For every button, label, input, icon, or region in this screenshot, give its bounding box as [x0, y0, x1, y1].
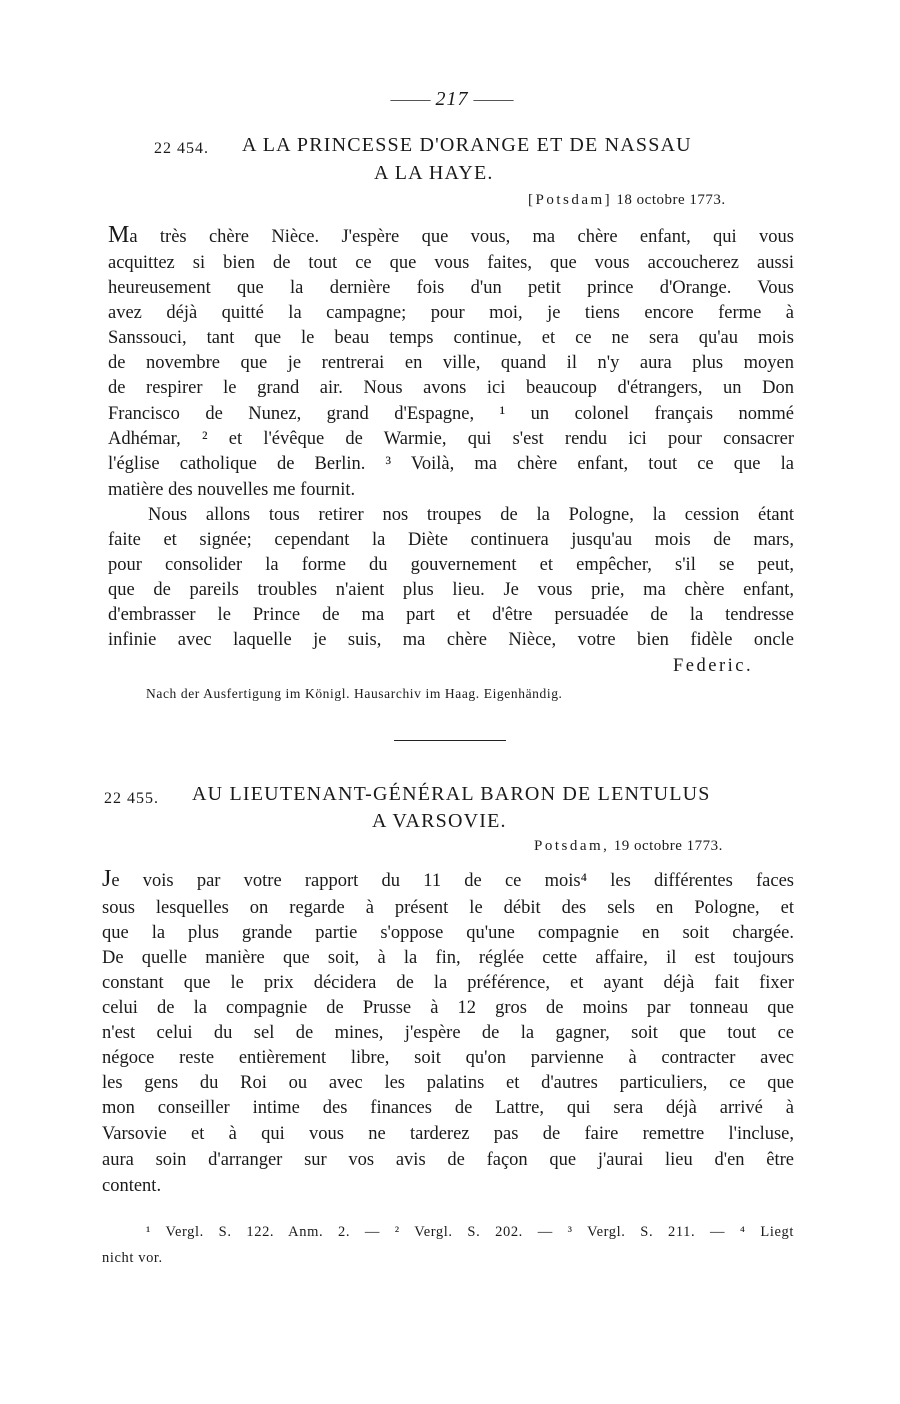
letter-2-line: Varsovie et à qui vous ne tarderez pas de faire remettre l'incluse, [102, 1124, 794, 1144]
letter-2-heading-line2: A VARSOVIE. [372, 810, 507, 832]
letter-2-line: les gens du Roi ou avec les palatins et d'autres particuliers, ce que [102, 1073, 794, 1093]
letter-1-line: faite et signée; cependant la Diète continuera jusqu'au mois de mars, [108, 530, 794, 550]
letter-1-line: que de pareils troubles n'aient plus lieu. Je vous prie, ma chère enfant, [108, 580, 794, 600]
footnotes-line1: ¹ Vergl. S. 122. Anm. 2. — ² Vergl. S. 202. — ³ Vergl. S. 211. — ⁴ Liegt [146, 1224, 794, 1240]
letter-1-line: matière des nouvelles me fournit. [108, 480, 356, 500]
letter-2-line: De quelle manière que soit, à la fin, réglée cette affaire, il est toujours [102, 948, 794, 968]
letter-1-line: l'église catholique de Berlin. ³ Voilà, ma chère enfant, tout ce que la [108, 454, 794, 474]
letter-1-line-rest: a très chère Nièce. J'espère que vous, ma chère enfant, qui vous [129, 227, 794, 247]
letter-1-signature: Federic. [673, 656, 754, 676]
letter-2-place: Potsdam, [534, 838, 610, 854]
letter-1-line: infinie avec laquelle je suis, ma chère Nièce, votre bien fidèle oncle [108, 630, 794, 650]
letter-1-line: Nous allons tous retirer nos troupes de la Pologne, la cession étant [148, 505, 794, 525]
letter-1-number: 22 454. [154, 140, 209, 157]
letter-2-date: 19 octobre 1773. [613, 838, 723, 854]
letter-1-line: d'embrasser le Prince de ma part et d'être persuadée de la tendresse [108, 605, 794, 625]
letter-2-heading-line1: AU LIEUTENANT-GÉNÉRAL BARON DE LENTULUS [192, 783, 711, 805]
letter-2-number: 22 455. [104, 790, 159, 807]
letter-1-line: Sanssouci, tant que le beau temps continue, et ce ne sera qu'au mois [108, 328, 794, 348]
letter-1-heading-line2: A LA HAYE. [374, 162, 494, 184]
letter-1-line: de respirer le grand air. Nous avons ici beaucoup d'étrangers, un Don [108, 378, 794, 398]
letter-2-line: content. [102, 1176, 162, 1196]
letter-1-line: acquittez si bien de tout ce que vous faites, que vous accoucherez aussi [108, 253, 794, 273]
letter-2-line: constant que le prix décidera de la préférence, et ayant déjà fait fixer [102, 973, 794, 993]
letter-2-line: aura soin d'arranger sur vos avis de façon que j'aurai lieu d'en être [102, 1150, 794, 1170]
letter-2-line: Je vois par votre rapport du 11 de ce mois⁴ les différentes faces [102, 866, 794, 892]
letter-1-line: avez déjà quitté la campagne; pour moi, je tiens encore ferme à [108, 303, 794, 323]
letter-1-line: Adhémar, ² et l'évêque de Warmie, qui s'est rendu ici pour consacrer [108, 429, 794, 449]
letter-1-line: de novembre que je rentrerai en ville, quand il n'y aura plus moyen [108, 353, 794, 373]
letter-2-dateline [534, 838, 723, 855]
section-divider [394, 740, 506, 741]
letter-1-place: [Potsdam] [528, 192, 613, 208]
letter-2-line: sous lesquelles on regarde à présent le débit des sels en Pologne, et [102, 898, 794, 918]
page-number-value: 217 [435, 88, 469, 110]
letter-1-source-note: Nach der Ausfertigung im Königl. Hausarchiv im Haag. Eigenhändig. [146, 686, 563, 701]
letter-1-line: pour consolider la forme du gouvernement et empêcher, s'il se peut, [108, 555, 794, 575]
letter-1-heading-line1: A LA PRINCESSE D'ORANGE ET DE NASSAU [242, 134, 692, 156]
footnotes-line2: nicht vor. [102, 1250, 163, 1266]
letter-1-date: 18 octobre 1773. [616, 192, 726, 208]
letter-2-line: que la plus grande partie s'oppose qu'une compagnie en soit chargée. [102, 923, 794, 943]
letter-1-dateline [528, 192, 726, 209]
letter-2-line: mon conseiller intime des finances de Lattre, qui sera déjà arrivé à [102, 1098, 794, 1118]
letter-2-line: celui de la compagnie de Prusse à 12 gros de moins par tonneau que [102, 998, 794, 1018]
letter-1-line: Francisco de Nunez, grand d'Espagne, ¹ un colonel français nommé [108, 404, 794, 424]
letter-2-line-rest: e vois par votre rapport du 11 de ce mois⁴ les différentes faces [111, 871, 794, 891]
page-number: —— 217 —— [390, 88, 514, 110]
letter-2-line: négoce reste entièrement libre, soit qu'on parvienne à contracter avec [102, 1048, 794, 1068]
letter-1-line: heureusement que la dernière fois d'un petit prince d'Orange. Vous [108, 278, 794, 298]
letter-1-line: Ma très chère Nièce. J'espère que vous, ma chère enfant, qui vous [108, 222, 794, 248]
letter-2-line: n'est celui du sel de mines, j'espère de la gagner, soit que tout ce [102, 1023, 794, 1043]
